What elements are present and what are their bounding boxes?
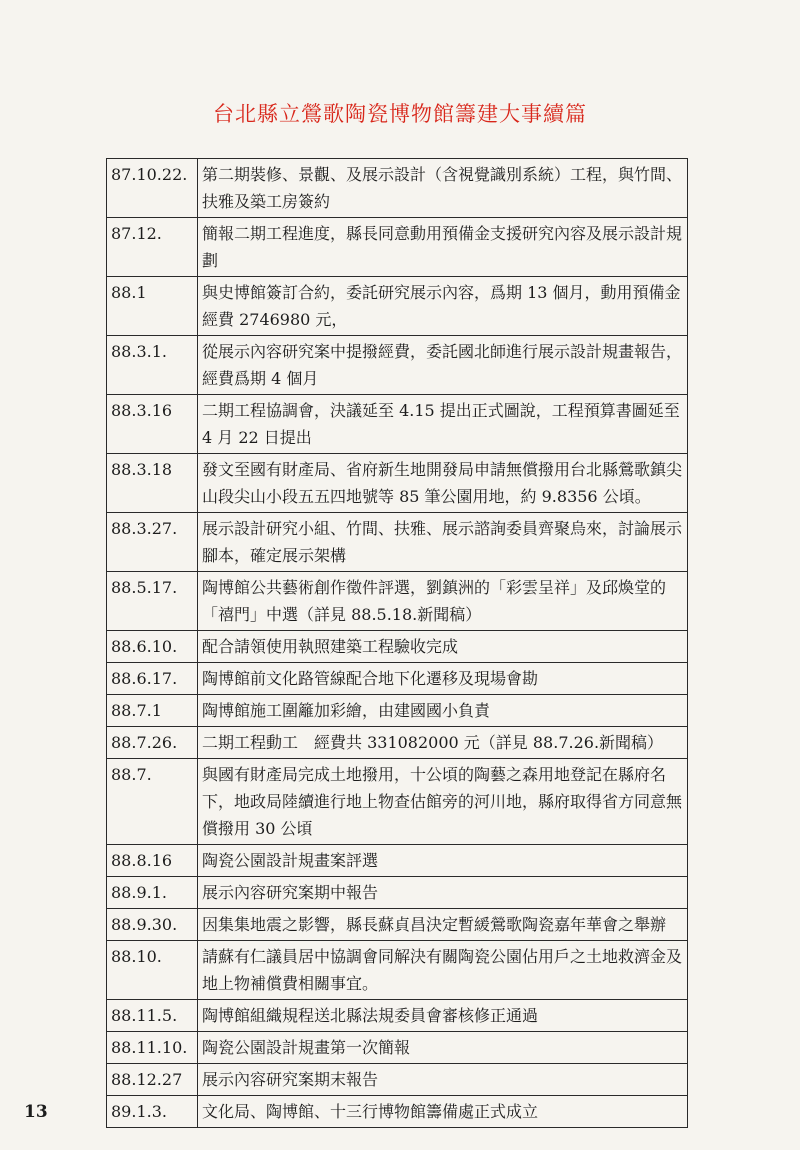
table-row [107, 159, 688, 218]
event-description: 陶瓷公園設計規畫第一次簡報 [198, 1032, 688, 1064]
page-title: 台北縣立鶯歌陶瓷博物館籌建大事續篇 [213, 102, 587, 126]
event-description: 陶博館公共藝術創作徵件評選，劉鎮洲的「彩雲呈祥」及邱煥堂的「禧門」中選（詳見 88.5.18.新聞稿） [198, 572, 688, 631]
table-row [107, 395, 688, 454]
event-date: 88.6.17. [107, 663, 198, 695]
event-description: 配合請領使用執照建築工程驗收完成 [198, 631, 688, 663]
table-row [107, 454, 688, 513]
event-date: 89.1.3. [107, 1096, 198, 1128]
event-date: 88.11.5. [107, 1000, 198, 1032]
event-date: 88.3.18 [107, 454, 198, 513]
event-description: 陶博館前文化路管線配合地下化遷移及現場會勘 [198, 663, 688, 695]
table-row [107, 572, 688, 631]
table-row [107, 909, 688, 941]
event-date: 88.1 [107, 277, 198, 336]
event-date: 88.6.10. [107, 631, 198, 663]
event-date: 88.7. [107, 759, 198, 845]
table-row [107, 1064, 688, 1096]
table-row [107, 759, 688, 845]
event-date: 88.7.26. [107, 727, 198, 759]
event-description: 從展示內容研究案中提撥經費，委託國北師進行展示設計規畫報告，經費爲期 4 個月 [198, 336, 688, 395]
table-row [107, 695, 688, 727]
event-date: 88.9.1. [107, 877, 198, 909]
event-description: 展示內容研究案期中報告 [198, 877, 688, 909]
event-description: 二期工程協調會，決議延至 4.15 提出正式圖說，工程預算書圖延至 4 月 22 日提出 [198, 395, 688, 454]
table-row [107, 1096, 688, 1128]
event-description: 簡報二期工程進度，縣長同意動用預備金支援研究內容及展示設計規劃 [198, 218, 688, 277]
table-row [107, 277, 688, 336]
table-row [107, 941, 688, 1000]
table-row [107, 631, 688, 663]
events-table-body [107, 159, 688, 1128]
event-description: 展示內容研究案期末報告 [198, 1064, 688, 1096]
table-row [107, 877, 688, 909]
event-date: 88.11.10. [107, 1032, 198, 1064]
page-number: 13 [24, 1102, 48, 1122]
table-row [107, 1000, 688, 1032]
event-date: 88.9.30. [107, 909, 198, 941]
event-description: 文化局、陶博館、十三行博物館籌備處正式成立 [198, 1096, 688, 1128]
event-date: 88.10. [107, 941, 198, 1000]
event-description: 第二期裝修、景觀、及展示設計（含視覺識別系統）工程，與竹間、扶雅及築工房簽約 [198, 159, 688, 218]
table-row [107, 845, 688, 877]
event-description: 展示設計研究小組、竹間、扶雅、展示諮詢委員齊聚烏來，討論展示腳本，確定展示架構 [198, 513, 688, 572]
table-row [107, 727, 688, 759]
event-description: 陶博館組織規程送北縣法規委員會審核修正通過 [198, 1000, 688, 1032]
event-description: 陶博館施工圍籬加彩繪，由建國國小負責 [198, 695, 688, 727]
event-description: 與史博館簽訂合約，委託研究展示內容，爲期 13 個月，動用預備金經費 2746980 元， [198, 277, 688, 336]
event-date: 88.8.16 [107, 845, 198, 877]
event-date: 87.10.22. [107, 159, 198, 218]
events-table [106, 158, 688, 1128]
event-date: 87.12. [107, 218, 198, 277]
event-date: 88.3.1. [107, 336, 198, 395]
event-date: 88.5.17. [107, 572, 198, 631]
event-date: 88.7.1 [107, 695, 198, 727]
event-date: 88.3.16 [107, 395, 198, 454]
event-description: 因集集地震之影響，縣長蘇貞昌決定暫緩鶯歌陶瓷嘉年華會之舉辦 [198, 909, 688, 941]
table-row [107, 663, 688, 695]
event-description: 發文至國有財產局、省府新生地開發局申請無償撥用台北縣鶯歌鎮尖山段尖山小段五五四地號等 85 筆公園用地，約 9.8356 公頃。 [198, 454, 688, 513]
event-description: 二期工程動工 經費共 331082000 元（詳見 88.7.26.新聞稿） [198, 727, 688, 759]
table-row [107, 336, 688, 395]
event-description: 與國有財產局完成土地撥用，十公頃的陶藝之森用地登記在縣府名下，地政局陸續進行地上物查估館旁的河川地，縣府取得省方同意無償撥用 30 公頃 [198, 759, 688, 845]
event-date: 88.3.27. [107, 513, 198, 572]
table-row [107, 513, 688, 572]
event-description: 陶瓷公園設計規畫案評選 [198, 845, 688, 877]
event-date: 88.12.27 [107, 1064, 198, 1096]
table-row [107, 1032, 688, 1064]
event-description: 請蘇有仁議員居中協調會同解決有關陶瓷公園佔用戶之土地救濟金及地上物補償費相關事宜。 [198, 941, 688, 1000]
table-row [107, 218, 688, 277]
